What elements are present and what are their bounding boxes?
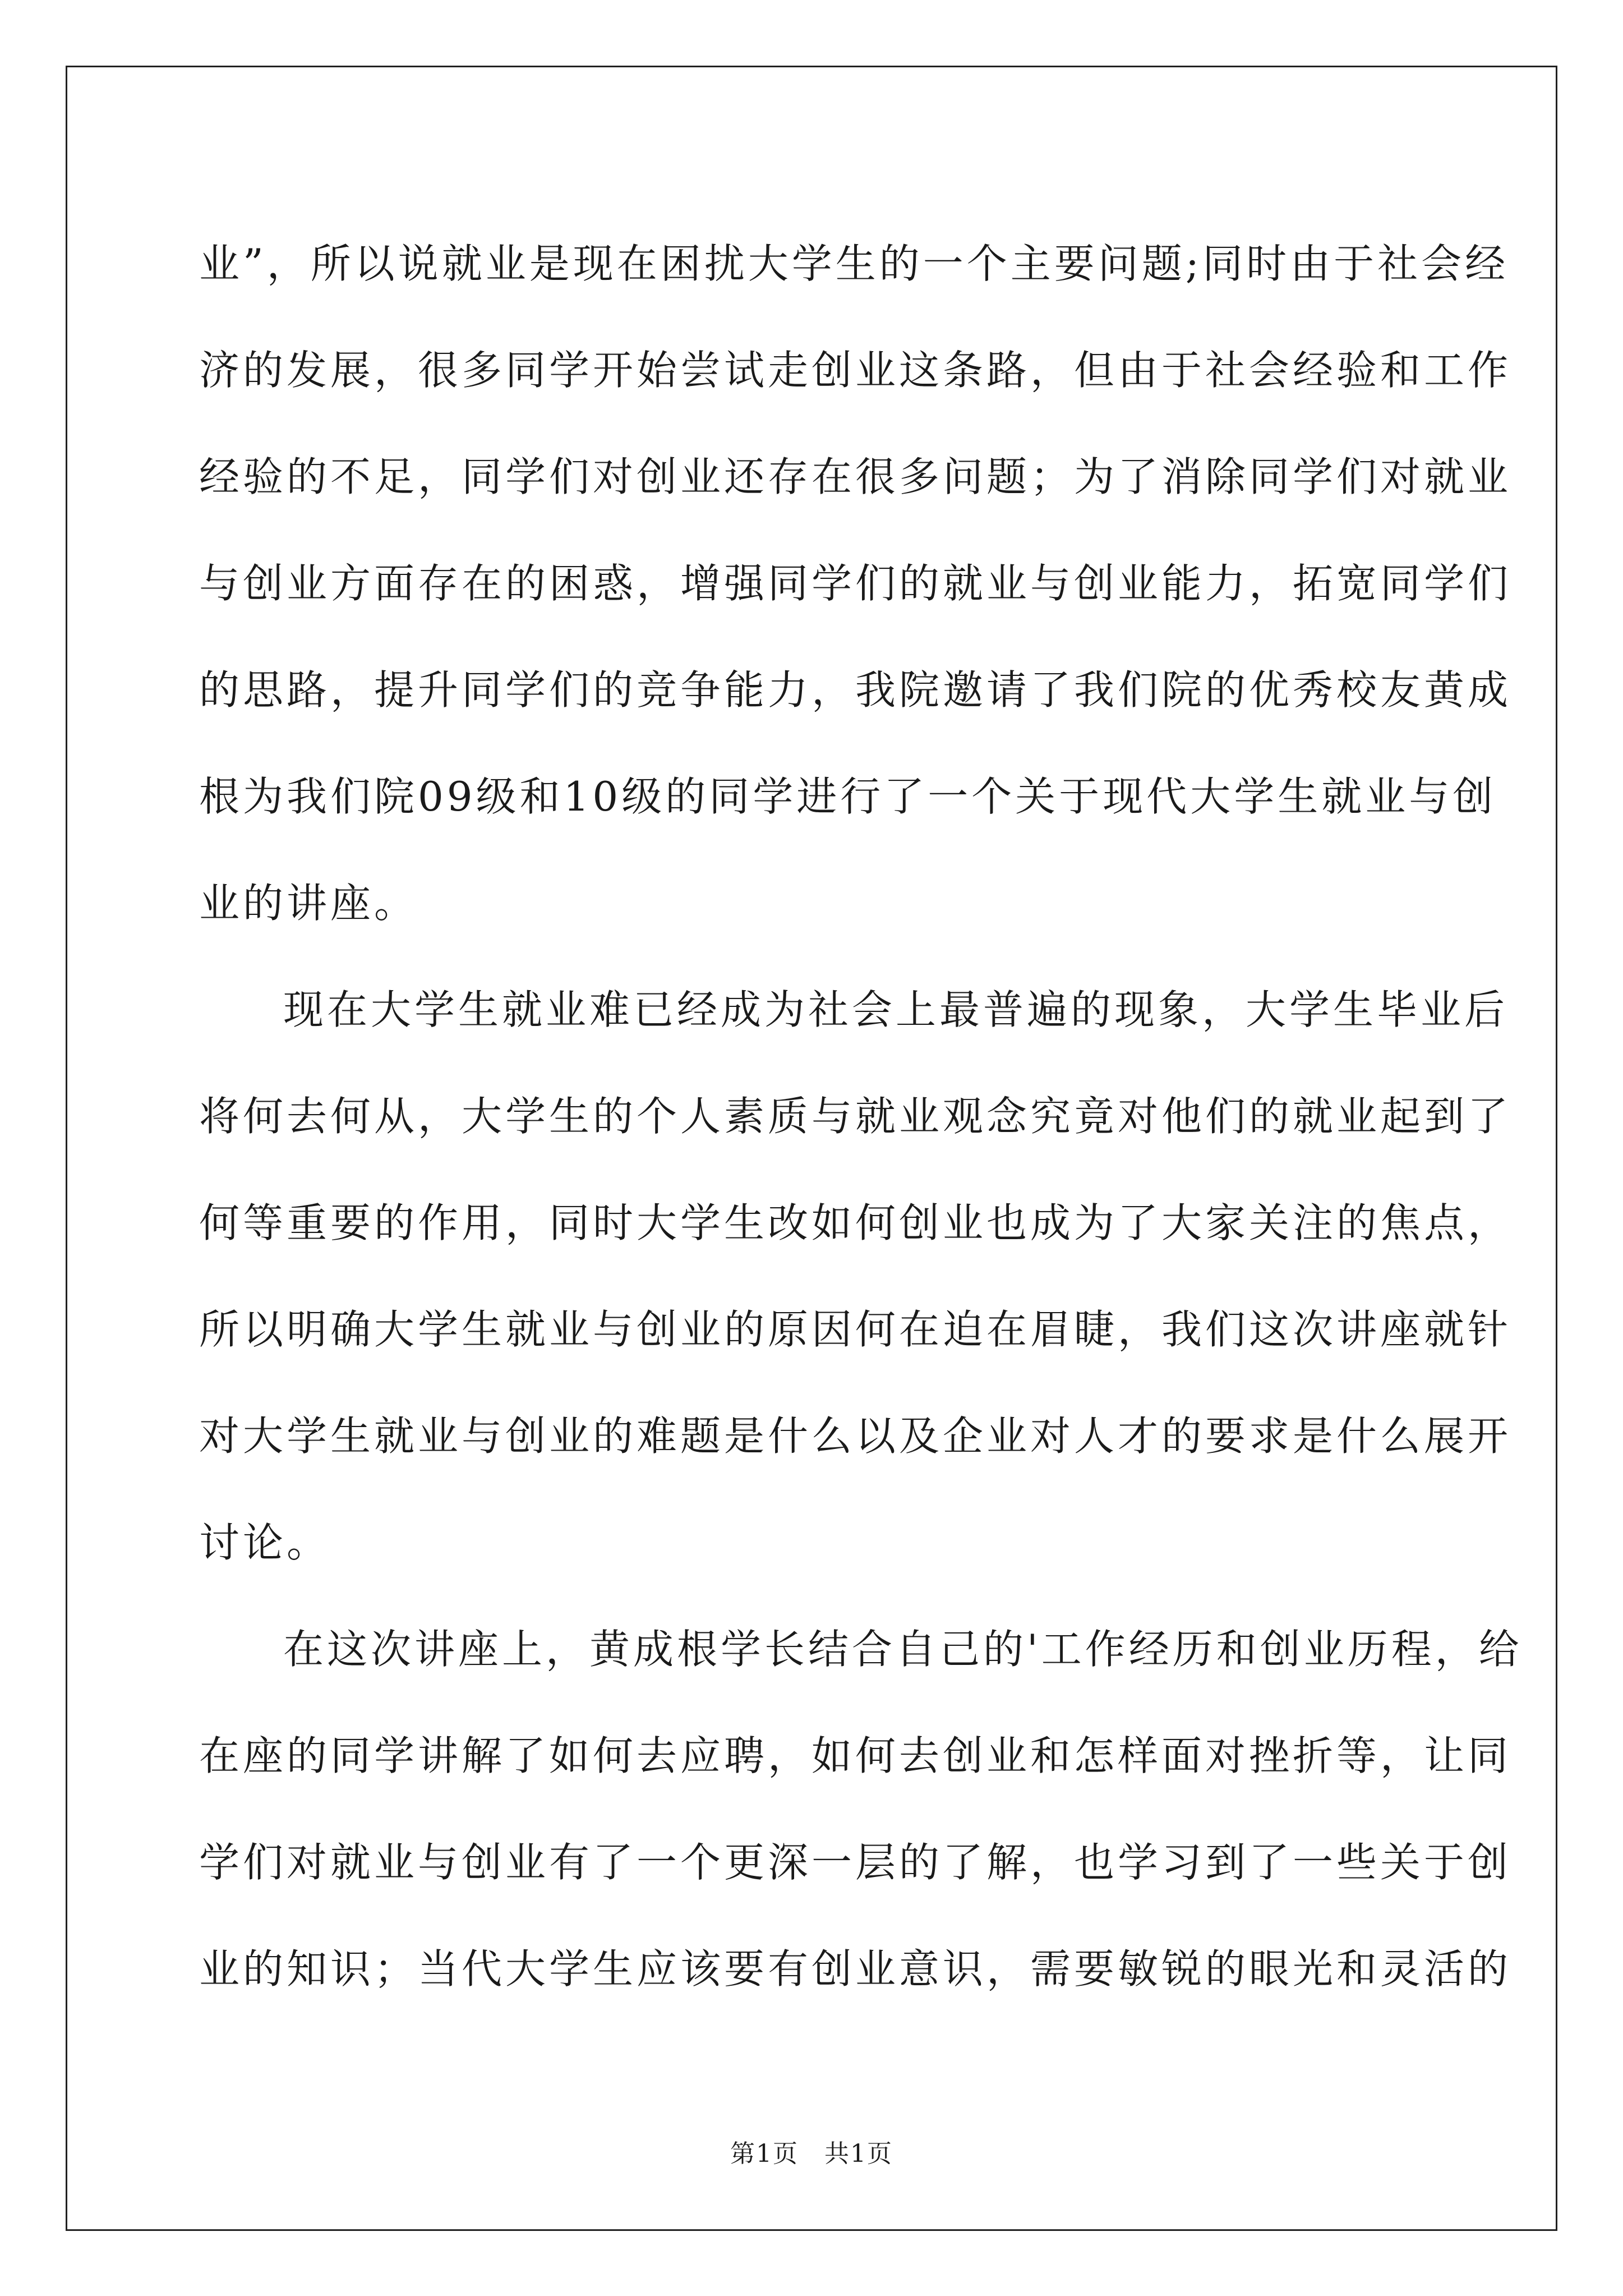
paragraph-2 [199,956,1512,1596]
text-line: 根为我们院09级和10级的同学进行了一个关于现代大学生就业与创 [199,773,1497,820]
paragraph-3 [199,1596,1523,2022]
text-line: 所以明确大学生就业与创业的原因何在迫在眉睫，我们这次讲座就针 [199,1306,1512,1353]
text-line: 的思路，提升同学们的竞争能力，我院邀请了我们院的优秀校友黄成 [199,666,1512,714]
text-line: 在座的同学讲解了如何去应聘，如何去创业和怎样面对挫折等，让同 [199,1732,1512,1779]
text-line: 学们对就业与创业有了一个更深一层的了解，也学习到了一些关于创 [199,1839,1512,1886]
text-line: 讨论。 [199,1519,331,1566]
document-body [199,210,1523,2022]
text-line: 将何去何从，大学生的个人素质与就业观念究竟对他们的就业起到了 [199,1093,1512,1140]
paragraph-1 [199,210,1512,956]
text-line: 与创业方面存在的困惑，增强同学们的就业与创业能力，拓宽同学们 [199,560,1512,607]
text-line: 业的知识；当代大学生应该要有创业意识，需要敏锐的眼光和灵活的 [199,1945,1512,1993]
text-line: 现在大学生就业难已经成为社会上最普遍的现象，大学生毕业后 [283,986,1509,1033]
text-line: 对大学生就业与创业的难题是什么以及企业对人才的要求是什么展开 [199,1412,1512,1460]
text-line: 业的讲座。 [199,880,418,927]
text-line: 经验的不足，同学们对创业还存在很多问题；为了消除同学们对就业 [199,453,1512,500]
page-number-footer: 第1页 共1页 [730,2139,893,2168]
text-line: 在这次讲座上，黄成根学长结合自己的'工作经历和创业历程，给 [283,1626,1523,1673]
text-line: 济的发展，很多同学开始尝试走创业这条路，但由于社会经验和工作 [199,347,1512,394]
text-line: 何等重要的作用，同时大学生改如何创业也成为了大家关注的焦点， [199,1199,1512,1246]
text-line: 业”，所以说就业是现在困扰大学生的一个主要问题;同时由于社会经 [199,240,1509,287]
